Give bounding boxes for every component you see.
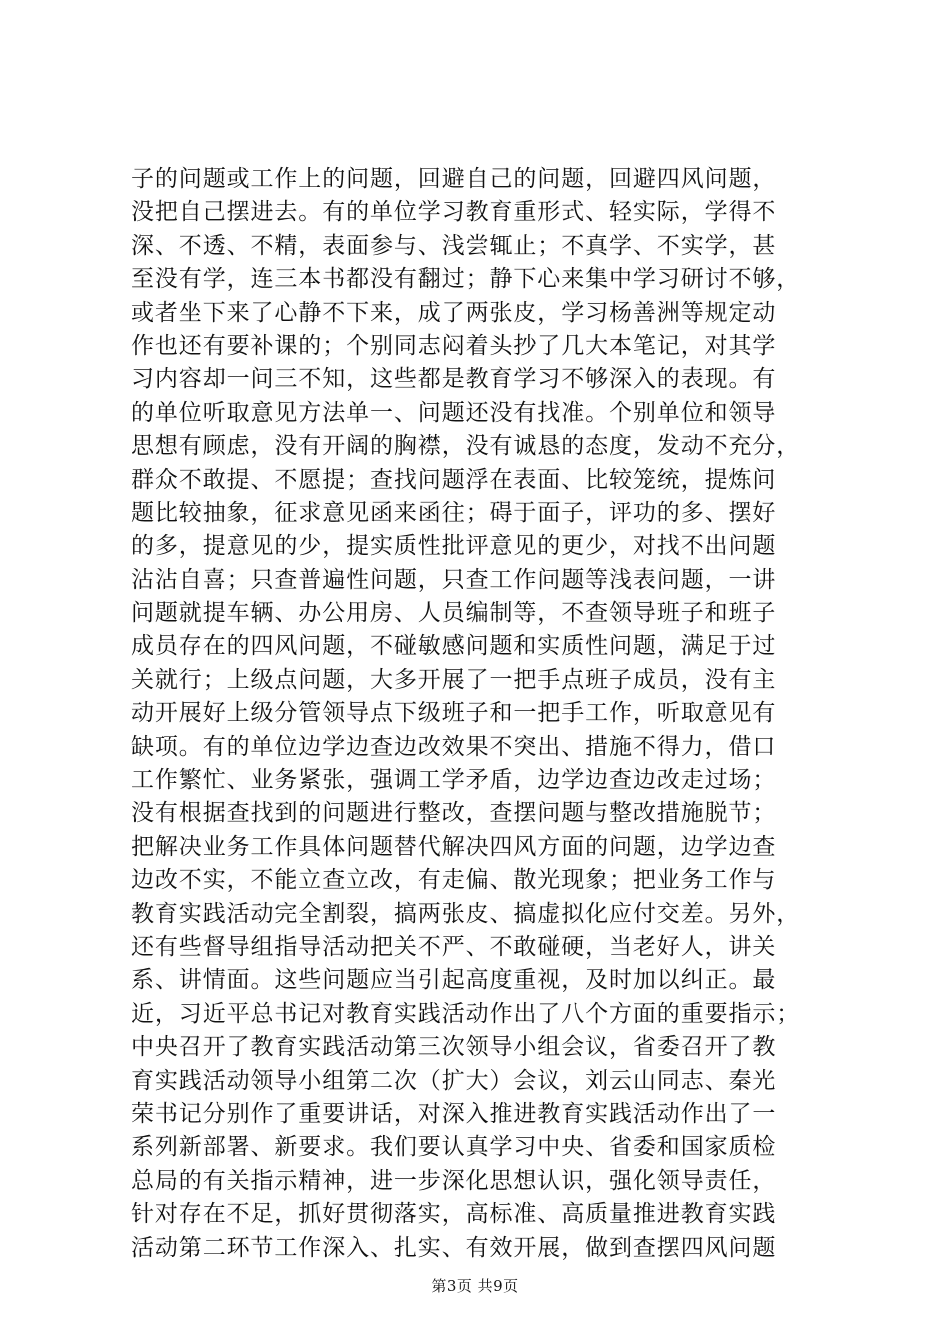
text-line: 作也还有要补课的；个别同志闷着头抄了几大本笔记，对其学 — [131, 332, 777, 359]
text-line: 还有些督导组指导活动把关不严、不敢碰硬，当老好人，讲关 — [131, 933, 777, 960]
text-line: 没有根据查找到的问题进行整改，查摆问题与整改措施脱节； — [131, 800, 777, 827]
text-line: 系列新部署、新要求。我们要认真学习中央、省委和国家质检 — [131, 1134, 777, 1161]
text-line: 深、不透、不精，表面参与、浅尝辄止；不真学、不实学，甚 — [131, 232, 777, 259]
text-line: 中央召开了教育实践活动第三次领导小组会议，省委召开了教 — [131, 1034, 777, 1061]
text-line: 系、讲情面。这些问题应当引起高度重视，及时加以纠正。最 — [131, 967, 777, 994]
text-line: 育实践活动领导小组第二次（扩大）会议，刘云山同志、秦光 — [131, 1067, 777, 1094]
text-line: 教育实践活动完全割裂，搞两张皮、搞虚拟化应付交差。另外， — [131, 900, 801, 927]
text-line: 没把自己摆进去。有的单位学习教育重形式、轻实际，学得不 — [131, 199, 777, 226]
text-line: 动开展好上级分管领导点下级班子和一把手工作，听取意见有 — [131, 700, 777, 727]
text-line: 把解决业务工作具体问题替代解决四风方面的问题，边学边查 — [131, 833, 777, 860]
text-line: 总局的有关指示精神，进一步深化思想认识，强化领导责任， — [131, 1167, 777, 1194]
text-line: 群众不敢提、不愿提；查找问题浮在表面、比较笼统，提炼问 — [131, 466, 777, 493]
page-number-footer: 第3页 共9页 — [431, 1277, 519, 1295]
text-line: 成员存在的四风问题，不碰敏感问题和实质性问题，满足于过 — [131, 633, 777, 660]
text-line: 问题就提车辆、办公用房、人员编制等，不查领导班子和班子 — [131, 600, 777, 627]
text-line: 工作繁忙、业务紧张，强调工学矛盾，边学边查边改走过场； — [131, 767, 777, 794]
text-line: 近，习近平总书记对教育实践活动作出了八个方面的重要指示； — [131, 1000, 801, 1027]
text-line: 习内容却一问三不知，这些都是教育学习不够深入的表现。有 — [131, 366, 777, 393]
text-line: 针对存在不足，抓好贯彻落实，高标准、高质量推进教育实践 — [131, 1201, 777, 1228]
text-line: 缺项。有的单位边学边查边改效果不突出、措施不得力，借口 — [131, 733, 777, 760]
text-line: 的单位听取意见方法单一、问题还没有找准。个别单位和领导 — [131, 399, 777, 426]
body-text — [131, 163, 851, 1265]
text-line: 边改不实，不能立查立改，有走偏、散光现象；把业务工作与 — [131, 867, 777, 894]
text-line: 子的问题或工作上的问题，回避自己的问题，回避四风问题， — [131, 166, 777, 192]
text-line: 沾沾自喜；只查普遍性问题，只查工作问题等浅表问题，一讲 — [131, 566, 777, 593]
text-line: 荣书记分别作了重要讲话，对深入推进教育实践活动作出了一 — [131, 1100, 777, 1127]
text-line: 活动第二环节工作深入、扎实、有效开展，做到查摆四风问题 — [131, 1234, 777, 1261]
text-line: 的多，提意见的少，提实质性批评意见的更少，对找不出问题 — [131, 533, 777, 560]
text-line: 或者坐下来了心静不下来，成了两张皮，学习杨善洲等规定动 — [131, 299, 777, 326]
text-line: 关就行；上级点问题，大多开展了一把手点班子成员，没有主 — [131, 666, 777, 693]
text-line: 思想有顾虑，没有开阔的胸襟，没有诚恳的态度，发动不充分， — [131, 433, 801, 460]
text-line: 题比较抽象，征求意见函来函往；碍于面子，评功的多、摆好 — [131, 499, 777, 526]
text-line: 至没有学，连三本书都没有翻过；静下心来集中学习研讨不够， — [131, 266, 801, 293]
